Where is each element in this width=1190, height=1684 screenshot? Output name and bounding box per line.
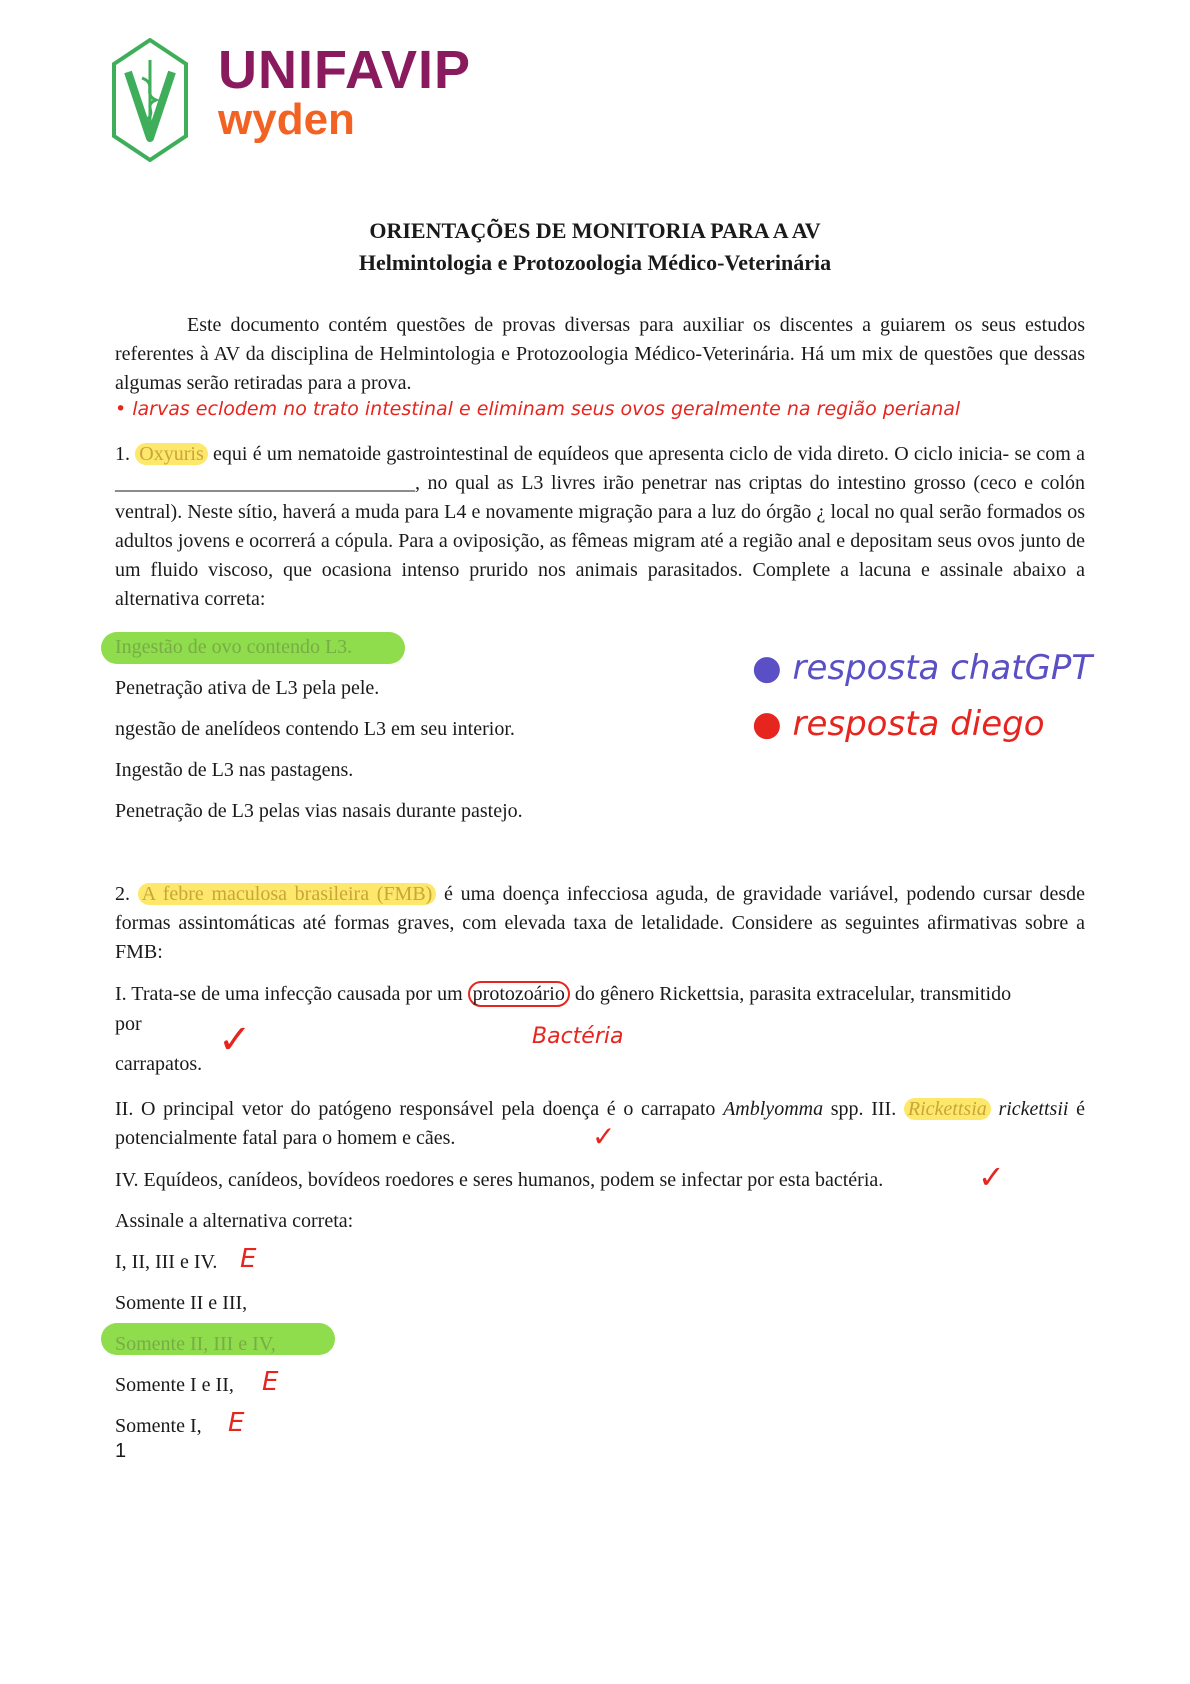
wrong-mark-a: E [240,1244,257,1274]
q2-option-b: Somente II e III, [115,1292,248,1314]
question-1 [115,440,1085,614]
q2-statement-1-cont: por [115,1013,142,1035]
doc-subtitle: Helmintologia e Protozoologia Médico-Veterinária [358,250,832,275]
q2-option-d: Somente I e II, [115,1374,234,1396]
q2-prompt: Assinale a alternativa correta: [115,1210,354,1232]
q2-option-c: Somente II, III e IV, [115,1333,276,1355]
legend-diego-text: resposta diego [792,704,1045,744]
q1-option-d: Ingestão de L3 nas pastagens. [115,759,354,781]
annotation-bacteria: Bactéria [532,1024,624,1049]
q2-statement-1 [115,980,1095,1009]
q2-first-line: é uma doença infecciosa aguda, de gravidade variável, podendo cursar [436,883,1032,905]
doc-title: ORIENTAÇÕES DE MONITORIA PARA A AV [369,218,821,243]
s1-text-b: do gênero Rickettsia, parasita extracelular, transmitido [569,983,1012,1005]
check-mark-1: ✓ [218,1017,252,1062]
s2-highlight-rickettsia: Rickettsia [904,1098,991,1120]
note-text: larvas eclodem no trato intestinal e eliminam seus ovos geralmente na região perianal [132,398,961,420]
s2-amblyomma: Amblyomma [723,1098,824,1120]
q1-number: 1. [115,443,130,465]
q2-body: desde formas assintomáticas até formas graves, com elevada taxa de letalidade. Considere as seguintes afirmativas sobre a FMB: [115,883,1086,963]
check-mark-3: ✓ [978,1159,1005,1195]
intro-paragraph: Este documento contém questões de provas diversas para auxiliar os discentes a guiarem os seus estudos referentes à AV da disciplina de Helmintologia e Protozoologia Médico-Veterinária. Há um mix de questões que dessas algumas serão retiradas para a prova. [115,314,1085,394]
page-number: 1 [115,1440,127,1462]
legend-diego [752,704,1045,744]
q1-highlight-oxyuris: Oxyuris [135,443,207,465]
s2-rickettsii: rickettsii [998,1098,1069,1120]
q2-statement-4: IV. Equídeos, canídeos, bovídeos roedores e seres humanos, podem se infectar por esta bactéria. [115,1169,884,1191]
q1-first-line: equi é um nematoide gastrointestinal de equídeos que apresenta ciclo de vida direto. O ciclo inicia- [207,443,1010,465]
q1-option-e: Penetração de L3 pelas vias nasais durante pastejo. [115,800,523,822]
s1-circled-word: protozoário [468,981,570,1007]
wrong-mark-e: E [228,1408,245,1438]
handwritten-note-q1 [115,398,995,420]
legend-chatgpt-text: resposta chatGPT [792,648,1093,688]
legend-chatgpt [752,648,1092,688]
q2-statement-1-end: carrapatos. [115,1053,203,1075]
check-mark-2: ✓ [592,1122,616,1153]
q1-option-a: Ingestão de ovo contendo L3. [115,636,353,658]
q2-number: 2. [115,883,130,905]
q2-highlight-fmb: A febre maculosa brasileira (FMB) [138,883,437,905]
q1-option-b: Penetração ativa de L3 pela pele. [115,677,380,699]
question-2 [115,880,1085,967]
s2-text-c: é potencialmente fatal para o homem e cães. [115,1098,1085,1149]
legend-dot-blue: ● [752,648,793,688]
brand-wordmark [218,42,471,144]
s2-text-b: spp. III. [823,1098,904,1120]
unifavip-shield-logo [112,38,188,162]
brand-unifavip: UNIFAVIP [218,40,472,100]
legend-dot-red: ● [752,704,793,744]
s2-text-a: II. O principal vetor do patógeno responsável pela doença é o carrapato [115,1098,724,1120]
q2-option-a: I, II, III e IV. [115,1251,218,1273]
s1-text-a: I. Trata-se de uma infecção causada por um [115,983,468,1005]
wrong-mark-d: E [262,1367,279,1397]
bullet-dot: • [115,398,133,420]
brand-wyden: wyden [218,95,355,144]
q1-body: se com a ______________________________, no qual as L3 livres irão penetrar nas criptas do intestino grosso (ceco e colón ventral). Neste sítio, haverá a muda para L4 e novamente migração para a luz do órgão ¿ local no qual serão formados os adultos jovens e ocorrerá a cópula. Para a oviposição, as fêmeas migram até a região anal e depositam seus ovos junto de um fluido viscoso, que ocasiona intenso prurido nos animais parasitados. Complete a lacuna e assinale abaixo a alternativa correta: [115,443,1085,610]
q2-option-e: Somente I, [115,1415,202,1437]
q1-option-c: ngestão de anelídeos contendo L3 em seu interior. [115,718,515,740]
